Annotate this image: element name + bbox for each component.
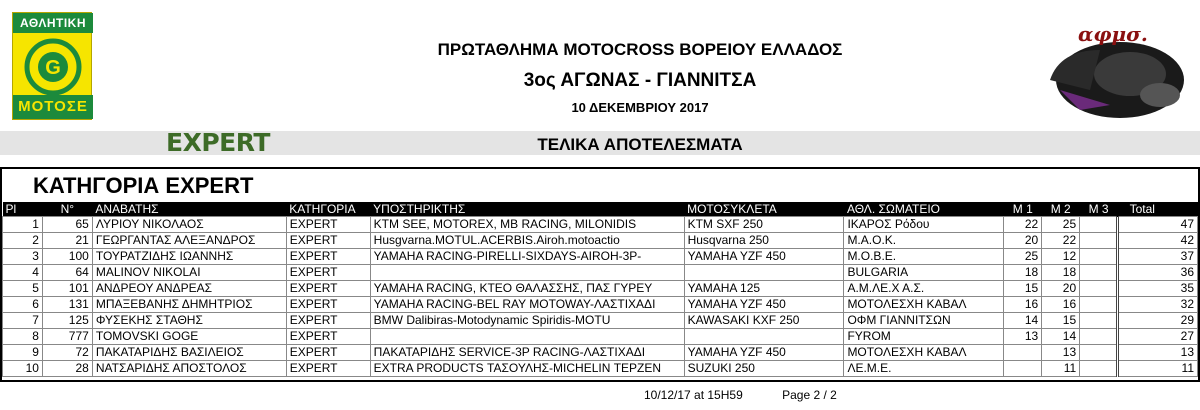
table-cell bbox=[1080, 345, 1118, 361]
results-panel bbox=[0, 167, 1200, 382]
table-cell: 65 bbox=[42, 217, 92, 233]
table-cell: SUZUKI 250 bbox=[684, 361, 844, 377]
table-cell: Husqvarna 250 bbox=[684, 233, 844, 249]
table-cell: FYROM bbox=[844, 329, 1004, 345]
table-cell: ΝΑΤΣΑΡΙΔΗΣ ΑΠΟΣΤΟΛΟΣ bbox=[92, 361, 286, 377]
table-cell: 47 bbox=[1118, 217, 1198, 233]
club-logo-text: αφμσ. bbox=[1078, 22, 1148, 46]
table-header-row bbox=[3, 202, 1198, 217]
table-cell: 36 bbox=[1118, 265, 1198, 281]
table-cell: KTM SXF 250 bbox=[684, 217, 844, 233]
table-cell: 777 bbox=[42, 329, 92, 345]
table-cell: ΙΚΑΡΟΣ Ρόδου bbox=[844, 217, 1004, 233]
table-cell: KAWASAKI KXF 250 bbox=[684, 313, 844, 329]
table-cell: 10 bbox=[3, 361, 43, 377]
col-header: N° bbox=[60, 202, 75, 216]
table-cell: Husgvarna.MOTUL.ACERBIS.Airoh.motoactio bbox=[370, 233, 684, 249]
table-cell bbox=[1004, 345, 1042, 361]
class-label: EXPERT bbox=[166, 128, 270, 157]
table-cell: EXPERT bbox=[286, 297, 370, 313]
table-cell: 16 bbox=[1004, 297, 1042, 313]
table-cell: 9 bbox=[3, 345, 43, 361]
table-row bbox=[3, 361, 1198, 377]
table-cell: YAMAHA RACING-BEL RAY MOTOWAY-ΛΑΣΤΙΧΑΔΙ bbox=[370, 297, 684, 313]
table-cell: 29 bbox=[1118, 313, 1198, 329]
results-label: ΤΕΛΙΚΑ ΑΠΟΤΕΛΕΣΜΑΤΑ bbox=[537, 135, 743, 154]
col-header: ΜΟΤΟΣΥΚΛΕΤΑ bbox=[687, 202, 777, 216]
table-cell: ΑΝΔΡΕΟΥ ΑΝΔΡΕΑΣ bbox=[92, 281, 286, 297]
table-cell: 15 bbox=[1004, 281, 1042, 297]
table-cell: 37 bbox=[1118, 249, 1198, 265]
table-cell: YAMAHA YZF 450 bbox=[684, 345, 844, 361]
table-cell bbox=[370, 329, 684, 345]
table-cell bbox=[1080, 217, 1118, 233]
table-cell: 131 bbox=[42, 297, 92, 313]
svg-text:G: G bbox=[45, 57, 61, 79]
table-cell: 21 bbox=[42, 233, 92, 249]
table-cell: ΛΕ.Μ.Ε. bbox=[844, 361, 1004, 377]
col-header: ΚΑΤΗΓΟΡΙΑ bbox=[289, 202, 356, 216]
col-header: Μ 3 bbox=[1088, 202, 1109, 216]
table-cell: 22 bbox=[1004, 217, 1042, 233]
col-header: ΑΝΑΒΑΤΗΣ bbox=[95, 202, 159, 216]
table-cell bbox=[1080, 297, 1118, 313]
table-cell: 4 bbox=[3, 265, 43, 281]
table-cell: YAMAHA YZF 450 bbox=[684, 249, 844, 265]
col-header: ΑΘΛ. ΣΩΜΑΤΕΙΟ bbox=[846, 202, 940, 216]
table-cell: EXPERT bbox=[286, 249, 370, 265]
table-cell bbox=[1080, 361, 1118, 377]
table-cell: 7 bbox=[3, 313, 43, 329]
table-cell: 6 bbox=[3, 297, 43, 313]
table-cell: 16 bbox=[1042, 297, 1080, 313]
col-header: Pl bbox=[5, 202, 17, 216]
table-cell: EXPERT bbox=[286, 329, 370, 345]
table-cell: EXPERT bbox=[286, 217, 370, 233]
col-header: Μ 1 bbox=[1012, 202, 1033, 216]
table-cell: MALINOV NIKOLAI bbox=[92, 265, 286, 281]
table-cell: Α.Μ.ΛΕ.Χ Α.Σ. bbox=[844, 281, 1004, 297]
table-cell: 25 bbox=[1004, 249, 1042, 265]
table-cell: Μ.Ο.Β.Ε. bbox=[844, 249, 1004, 265]
table-cell: YAMAHA YZF 450 bbox=[684, 297, 844, 313]
table-cell: 2 bbox=[3, 233, 43, 249]
table-cell: 22 bbox=[1042, 233, 1080, 249]
table-cell bbox=[1080, 281, 1118, 297]
table-cell: 13 bbox=[1118, 345, 1198, 361]
table-cell: BMW Dalibiras-Motodynamic Spiridis-MOTU bbox=[370, 313, 684, 329]
results-table bbox=[2, 202, 1198, 377]
table-cell: EXPERT bbox=[286, 265, 370, 281]
table-cell: YAMAHA 125 bbox=[684, 281, 844, 297]
table-cell: TOMOVSKI GOGE bbox=[92, 329, 286, 345]
table-row bbox=[3, 329, 1198, 345]
table-cell: 35 bbox=[1118, 281, 1198, 297]
table-cell: 1 bbox=[3, 217, 43, 233]
table-cell: 72 bbox=[42, 345, 92, 361]
col-header: Μ 2 bbox=[1050, 202, 1071, 216]
table-cell bbox=[684, 265, 844, 281]
table-cell: ΜΟΤΟΛΕΣΧΗ ΚΑΒΑΛ bbox=[844, 297, 1004, 313]
table-cell: 101 bbox=[42, 281, 92, 297]
footer-page: Page 2 / 2 bbox=[782, 388, 837, 402]
table-cell: ΛΥΡΙΟΥ ΝΙΚΟΛΑΟΣ bbox=[92, 217, 286, 233]
table-cell: 12 bbox=[1042, 249, 1080, 265]
table-cell: EXPERT bbox=[286, 313, 370, 329]
table-row bbox=[3, 297, 1198, 313]
table-row bbox=[3, 345, 1198, 361]
table-row bbox=[3, 233, 1198, 249]
table-cell: 64 bbox=[42, 265, 92, 281]
table-cell: 20 bbox=[1004, 233, 1042, 249]
table-cell: 125 bbox=[42, 313, 92, 329]
table-cell: 5 bbox=[3, 281, 43, 297]
table-cell: 11 bbox=[1118, 361, 1198, 377]
table-cell bbox=[1080, 265, 1118, 281]
table-cell: EXPERT bbox=[286, 345, 370, 361]
col-header: ΥΠΟΣΤΗΡΙΚΤΗΣ bbox=[373, 202, 466, 216]
table-cell: 28 bbox=[42, 361, 92, 377]
table-cell: YAMAHA RACING-PIRELLI-SIXDAYS-AIROH-3P- bbox=[370, 249, 684, 265]
table-cell: 8 bbox=[3, 329, 43, 345]
table-cell bbox=[1004, 361, 1042, 377]
table-cell: YAMAHA RACING, ΚΤΕΟ ΘΑΛΑΣΣΗΣ, ΠΑΣ ΓΥΡΕΥ bbox=[370, 281, 684, 297]
table-cell: BULGARIA bbox=[844, 265, 1004, 281]
table-cell: 100 bbox=[42, 249, 92, 265]
table-cell bbox=[1080, 233, 1118, 249]
table-cell: 32 bbox=[1118, 297, 1198, 313]
table-cell bbox=[1080, 329, 1118, 345]
table-cell: EXPERT bbox=[286, 233, 370, 249]
table-cell: ΟΦΜ ΓΙΑΝΝΙΤΣΩΝ bbox=[844, 313, 1004, 329]
table-cell bbox=[1080, 249, 1118, 265]
category-title: ΚΑΤΗΓΟΡΙΑ EXPERT bbox=[33, 173, 254, 198]
table-cell bbox=[1080, 313, 1118, 329]
table-cell: 20 bbox=[1042, 281, 1080, 297]
table-row bbox=[3, 313, 1198, 329]
table-cell: ΤΟΥΡΑΤΖΙΔΗΣ ΙΩΑΝΝΗΣ bbox=[92, 249, 286, 265]
table-cell bbox=[370, 265, 684, 281]
championship-title: ΠΡΩΤΑΘΛΗΜΑ MOTOCROSS ΒΟΡΕΙΟΥ ΕΛΛΑΔΟΣ bbox=[437, 40, 843, 59]
table-cell: 14 bbox=[1042, 329, 1080, 345]
table-cell: 14 bbox=[1004, 313, 1042, 329]
table-cell: EXPERT bbox=[286, 361, 370, 377]
logo-top-text: ΑΘΛΗΤΙΚΗ bbox=[13, 13, 93, 33]
table-cell: 25 bbox=[1042, 217, 1080, 233]
race-subtitle: 3ος ΑΓΩΝΑΣ - ΓΙΑΝΝΙΤΣΑ bbox=[523, 70, 757, 91]
table-row bbox=[3, 217, 1198, 233]
table-cell: ΦΥΣΕΚΗΣ ΣΤΑΘΗΣ bbox=[92, 313, 286, 329]
table-cell: 18 bbox=[1004, 265, 1042, 281]
table-row bbox=[3, 281, 1198, 297]
page-footer bbox=[644, 388, 873, 402]
table-cell bbox=[684, 329, 844, 345]
table-cell: ΜΟΤΟΛΕΣΧΗ ΚΑΒΑΛ bbox=[844, 345, 1004, 361]
table-cell: Μ.Α.Ο.Κ. bbox=[844, 233, 1004, 249]
col-header: Total bbox=[1129, 202, 1155, 216]
table-cell: 11 bbox=[1042, 361, 1080, 377]
logo-bottom-text: ΜΟΤΟΣΕ bbox=[13, 95, 93, 119]
table-cell: 27 bbox=[1118, 329, 1198, 345]
table-cell: 18 bbox=[1042, 265, 1080, 281]
table-cell: 42 bbox=[1118, 233, 1198, 249]
table-cell: EXPERT bbox=[286, 281, 370, 297]
table-cell: KTM SEE, MOTOREX, MB RACING, MILONIDIS bbox=[370, 217, 684, 233]
table-cell: 15 bbox=[1042, 313, 1080, 329]
table-cell: ΠΑΚΑΤΑΡΙΔΗΣ ΒΑΣΙΛΕΙΟΣ bbox=[92, 345, 286, 361]
table-cell: 13 bbox=[1042, 345, 1080, 361]
race-date: 10 ΔΕΚΕΜΒΡΙΟΥ 2017 bbox=[571, 100, 709, 115]
table-cell: ΜΠΑΞΕΒΑΝΗΣ ΔΗΜΗΤΡΙΟΣ bbox=[92, 297, 286, 313]
table-row bbox=[3, 265, 1198, 281]
footer-timestamp: 10/12/17 at 15H59 bbox=[644, 388, 743, 402]
table-cell: EXTRA PRODUCTS ΤΑΣΟΥΛΗΣ-MICHELIN ΤΕΡΖΕΝ bbox=[370, 361, 684, 377]
table-cell: 13 bbox=[1004, 329, 1042, 345]
table-cell: ΠΑΚΑΤΑΡΙΔΗΣ SERVICE-3P RACING-ΛΑΣΤΙΧΑΔΙ bbox=[370, 345, 684, 361]
table-cell: 3 bbox=[3, 249, 43, 265]
table-row bbox=[3, 249, 1198, 265]
table-cell: ΓΕΩΡΓΑΝΤΑΣ ΑΛΕΞΑΝΔΡΟΣ bbox=[92, 233, 286, 249]
